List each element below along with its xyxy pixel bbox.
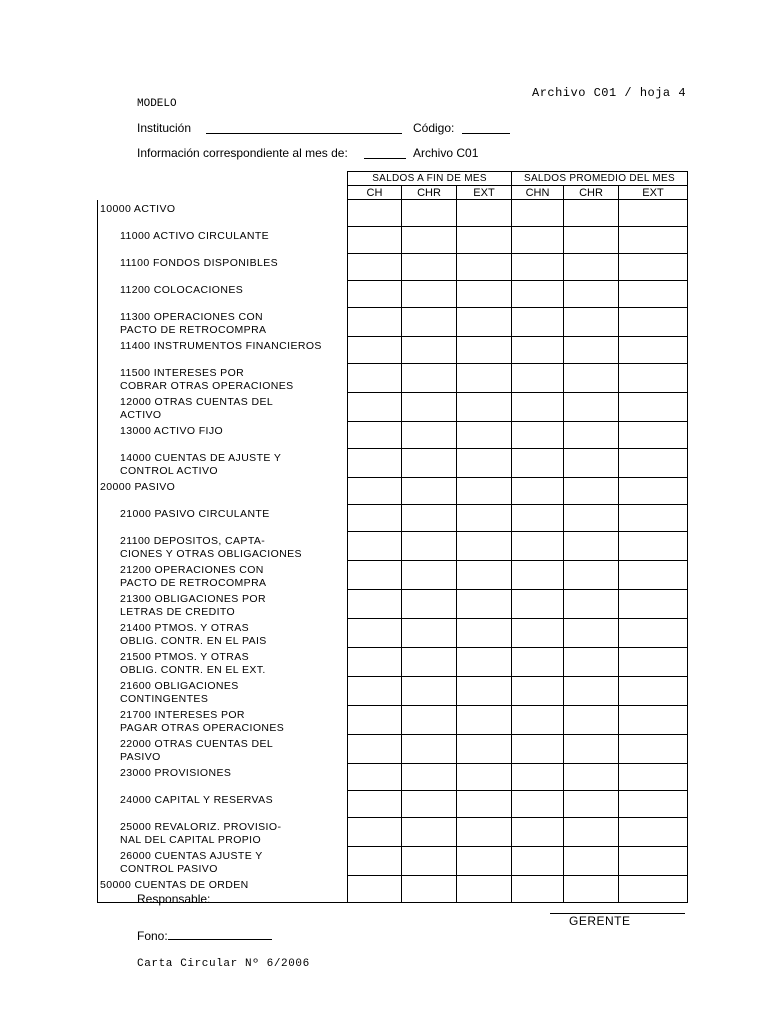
account-label: 11500 INTERESES POR COBRAR OTRAS OPERACIONES	[98, 364, 348, 393]
account-label: 25000 REVALORIZ. PROVISIO- NAL DEL CAPITAL PROPIO	[98, 818, 348, 847]
table-row	[98, 561, 688, 590]
account-label: 24000 CAPITAL Y RESERVAS	[98, 791, 348, 818]
value-cell[interactable]	[619, 227, 688, 254]
table-row	[98, 337, 688, 364]
value-cell[interactable]	[402, 791, 457, 818]
value-cell[interactable]	[512, 505, 564, 532]
account-label: 10000 ACTIVO	[98, 200, 348, 227]
value-cell[interactable]	[564, 532, 619, 561]
value-cell[interactable]	[512, 590, 564, 619]
value-cell[interactable]	[619, 478, 688, 505]
account-label: 11100 FONDOS DISPONIBLES	[98, 254, 348, 281]
value-cell[interactable]	[619, 561, 688, 590]
value-cell[interactable]	[512, 422, 564, 449]
value-cell[interactable]	[348, 532, 402, 561]
value-cell[interactable]	[348, 706, 402, 735]
col-header-ext: EXT	[457, 186, 512, 200]
value-cell[interactable]	[402, 227, 457, 254]
value-cell[interactable]	[457, 532, 512, 561]
value-cell[interactable]	[457, 818, 512, 847]
account-label: 12000 OTRAS CUENTAS DEL ACTIVO	[98, 393, 348, 422]
value-cell[interactable]	[512, 227, 564, 254]
account-label: 11000 ACTIVO CIRCULANTE	[98, 227, 348, 254]
responsible-label: Responsable:	[137, 890, 360, 906]
value-cell[interactable]	[457, 308, 512, 337]
value-cell[interactable]	[564, 735, 619, 764]
account-label: 21200 OPERACIONES CON PACTO DE RETROCOMPRA	[98, 561, 348, 590]
value-cell[interactable]	[512, 818, 564, 847]
period-label: Información correspondiente al mes de:	[137, 146, 348, 160]
value-cell[interactable]	[564, 308, 619, 337]
value-cell[interactable]	[512, 393, 564, 422]
value-cell[interactable]	[564, 505, 619, 532]
value-cell[interactable]	[457, 876, 512, 903]
value-cell[interactable]	[512, 791, 564, 818]
period-field[interactable]	[364, 146, 406, 159]
value-cell[interactable]	[512, 706, 564, 735]
table-row	[98, 706, 688, 735]
value-cell[interactable]	[512, 200, 564, 227]
value-cell[interactable]	[619, 876, 688, 903]
phone-field[interactable]	[168, 927, 272, 940]
value-cell[interactable]	[348, 590, 402, 619]
code-label: Código:	[413, 121, 455, 135]
account-label: 21000 PASIVO CIRCULANTE	[98, 505, 348, 532]
table-row	[98, 422, 688, 449]
value-cell[interactable]	[402, 818, 457, 847]
value-cell[interactable]	[564, 422, 619, 449]
value-cell[interactable]	[619, 818, 688, 847]
value-cell[interactable]	[457, 791, 512, 818]
value-cell[interactable]	[348, 227, 402, 254]
value-cell[interactable]	[402, 505, 457, 532]
value-cell[interactable]	[457, 200, 512, 227]
value-cell[interactable]	[619, 619, 688, 648]
value-cell[interactable]	[457, 337, 512, 364]
value-cell[interactable]	[619, 308, 688, 337]
value-cell[interactable]	[402, 847, 457, 876]
table-row	[98, 847, 688, 876]
manager-label: GERENTE	[569, 914, 631, 928]
value-cell[interactable]	[564, 818, 619, 847]
value-cell[interactable]	[457, 590, 512, 619]
table-row	[98, 791, 688, 818]
account-label: 23000 PROVISIONES	[98, 764, 348, 791]
value-cell[interactable]	[512, 281, 564, 308]
account-label: 21700 INTERESES POR PAGAR OTRAS OPERACIONES	[98, 706, 348, 735]
value-cell[interactable]	[564, 847, 619, 876]
value-cell[interactable]	[457, 735, 512, 764]
value-cell[interactable]	[457, 449, 512, 478]
value-cell[interactable]	[348, 449, 402, 478]
value-cell[interactable]	[348, 281, 402, 308]
value-cell[interactable]	[348, 337, 402, 364]
value-cell[interactable]	[619, 281, 688, 308]
institution-label: Institución	[137, 121, 192, 135]
model-label: MODELO	[137, 98, 177, 110]
value-cell[interactable]	[348, 393, 402, 422]
value-cell[interactable]	[348, 308, 402, 337]
value-cell[interactable]	[564, 449, 619, 478]
value-cell[interactable]	[348, 200, 402, 227]
value-cell[interactable]	[402, 532, 457, 561]
value-cell[interactable]	[619, 590, 688, 619]
value-cell[interactable]	[512, 561, 564, 590]
value-cell[interactable]	[457, 619, 512, 648]
value-cell[interactable]	[564, 648, 619, 677]
value-cell[interactable]	[348, 478, 402, 505]
value-cell[interactable]	[402, 876, 457, 903]
table-row	[98, 532, 688, 561]
table-row	[98, 648, 688, 677]
value-cell[interactable]	[348, 735, 402, 764]
value-cell[interactable]	[457, 364, 512, 393]
value-cell[interactable]	[348, 561, 402, 590]
value-cell[interactable]	[619, 200, 688, 227]
value-cell[interactable]	[619, 764, 688, 791]
value-cell[interactable]	[348, 422, 402, 449]
account-label: 11400 INSTRUMENTOS FINANCIEROS	[98, 337, 348, 364]
value-cell[interactable]	[619, 648, 688, 677]
value-cell[interactable]	[402, 648, 457, 677]
file-sheet-label: Archivo C01 / hoja 4	[532, 86, 687, 100]
account-label: 14000 CUENTAS DE AJUSTE Y CONTROL ACTIVO	[98, 449, 348, 478]
value-cell[interactable]	[457, 677, 512, 706]
value-cell[interactable]	[348, 364, 402, 393]
value-cell[interactable]	[619, 532, 688, 561]
value-cell[interactable]	[402, 764, 457, 791]
value-cell[interactable]	[457, 254, 512, 281]
value-cell[interactable]	[512, 337, 564, 364]
value-cell[interactable]	[564, 337, 619, 364]
value-cell[interactable]	[619, 422, 688, 449]
value-cell[interactable]	[619, 393, 688, 422]
col-header-chr-avg: CHR	[564, 186, 619, 200]
table-row	[98, 818, 688, 847]
table-row	[98, 308, 688, 337]
account-label: 13000 ACTIVO FIJO	[98, 422, 348, 449]
value-cell[interactable]	[564, 619, 619, 648]
phone-label: Fono:	[137, 927, 272, 943]
value-cell[interactable]	[619, 791, 688, 818]
table-row	[98, 449, 688, 478]
value-cell[interactable]	[564, 677, 619, 706]
value-cell[interactable]	[512, 876, 564, 903]
value-cell[interactable]	[457, 422, 512, 449]
value-cell[interactable]	[512, 735, 564, 764]
account-label: 22000 OTRAS CUENTAS DEL PASIVO	[98, 735, 348, 764]
value-cell[interactable]	[512, 648, 564, 677]
value-cell[interactable]	[512, 254, 564, 281]
value-cell[interactable]	[402, 619, 457, 648]
value-cell[interactable]	[348, 818, 402, 847]
col-header-ext-avg: EXT	[619, 186, 688, 200]
value-cell[interactable]	[402, 281, 457, 308]
value-cell[interactable]	[619, 449, 688, 478]
value-cell[interactable]	[457, 505, 512, 532]
value-cell[interactable]	[564, 764, 619, 791]
value-cell[interactable]	[512, 532, 564, 561]
balance-table	[97, 171, 688, 903]
value-cell[interactable]	[348, 648, 402, 677]
value-cell[interactable]	[564, 200, 619, 227]
value-cell[interactable]	[402, 735, 457, 764]
value-cell[interactable]	[564, 791, 619, 818]
table-row	[98, 735, 688, 764]
account-label: 21100 DEPOSITOS, CAPTA- CIONES Y OTRAS OBLIGACIONES	[98, 532, 348, 561]
table-row	[98, 478, 688, 505]
table-row	[98, 227, 688, 254]
account-label: 11200 COLOCACIONES	[98, 281, 348, 308]
value-cell[interactable]	[564, 364, 619, 393]
value-cell[interactable]	[564, 281, 619, 308]
value-cell[interactable]	[402, 478, 457, 505]
value-cell[interactable]	[512, 619, 564, 648]
corner-empty	[98, 186, 348, 200]
value-cell[interactable]	[564, 561, 619, 590]
table-row	[98, 677, 688, 706]
value-cell[interactable]	[348, 254, 402, 281]
value-cell[interactable]	[402, 337, 457, 364]
value-cell[interactable]	[619, 735, 688, 764]
value-cell[interactable]	[564, 706, 619, 735]
value-cell[interactable]	[348, 677, 402, 706]
value-cell[interactable]	[619, 337, 688, 364]
table-row	[98, 393, 688, 422]
value-cell[interactable]	[402, 590, 457, 619]
value-cell[interactable]	[402, 200, 457, 227]
value-cell[interactable]	[402, 308, 457, 337]
table-row	[98, 254, 688, 281]
account-label: 26000 CUENTAS AJUSTE Y CONTROL PASIVO	[98, 847, 348, 876]
value-cell[interactable]	[619, 677, 688, 706]
account-label: 20000 PASIVO	[98, 478, 348, 505]
value-cell[interactable]	[512, 677, 564, 706]
table-row	[98, 619, 688, 648]
value-cell[interactable]	[512, 847, 564, 876]
value-cell[interactable]	[512, 764, 564, 791]
value-cell[interactable]	[348, 764, 402, 791]
value-cell[interactable]	[457, 764, 512, 791]
responsible-field[interactable]	[212, 890, 360, 903]
account-label: 21300 OBLIGACIONES POR LETRAS DE CREDITO	[98, 590, 348, 619]
account-label: 21600 OBLIGACIONES CONTINGENTES	[98, 677, 348, 706]
value-cell[interactable]	[457, 478, 512, 505]
value-cell[interactable]	[402, 364, 457, 393]
corner-empty	[98, 172, 348, 186]
value-cell[interactable]	[619, 254, 688, 281]
value-cell[interactable]	[457, 393, 512, 422]
circular-reference: Carta Circular Nº 6/2006	[137, 958, 310, 970]
value-cell[interactable]	[402, 677, 457, 706]
table-row	[98, 590, 688, 619]
table-row	[98, 364, 688, 393]
value-cell[interactable]	[564, 254, 619, 281]
value-cell[interactable]	[348, 619, 402, 648]
account-label: 21400 PTMOS. Y OTRAS OBLIG. CONTR. EN EL PAIS	[98, 619, 348, 648]
value-cell[interactable]	[402, 561, 457, 590]
value-cell[interactable]	[402, 254, 457, 281]
value-cell[interactable]	[348, 505, 402, 532]
institution-field[interactable]	[206, 121, 402, 134]
value-cell[interactable]	[619, 364, 688, 393]
col-header-chr: CHR	[402, 186, 457, 200]
value-cell[interactable]	[564, 227, 619, 254]
table-row	[98, 281, 688, 308]
value-cell[interactable]	[512, 449, 564, 478]
value-cell[interactable]	[512, 308, 564, 337]
value-cell[interactable]	[457, 847, 512, 876]
group-header-monthly-average: SALDOS PROMEDIO DEL MES	[512, 172, 688, 186]
value-cell[interactable]	[402, 422, 457, 449]
value-cell[interactable]	[619, 706, 688, 735]
value-cell[interactable]	[348, 791, 402, 818]
value-cell[interactable]	[402, 393, 457, 422]
account-label: 50000 CUENTAS DE ORDEN	[98, 876, 348, 903]
value-cell[interactable]	[402, 706, 457, 735]
table-row	[98, 200, 688, 227]
table-row	[98, 764, 688, 791]
value-cell[interactable]	[512, 478, 564, 505]
value-cell[interactable]	[619, 505, 688, 532]
col-header-ch: CH	[348, 186, 402, 200]
value-cell[interactable]	[512, 364, 564, 393]
value-cell[interactable]	[457, 706, 512, 735]
value-cell[interactable]	[564, 393, 619, 422]
value-cell[interactable]	[402, 449, 457, 478]
value-cell[interactable]	[564, 590, 619, 619]
group-header-end-of-month: SALDOS A FIN DE MES	[348, 172, 512, 186]
archive-label: Archivo C01	[413, 146, 479, 160]
table-row	[98, 505, 688, 532]
value-cell[interactable]	[457, 227, 512, 254]
value-cell[interactable]	[564, 478, 619, 505]
value-cell[interactable]	[457, 648, 512, 677]
manager-signature-line[interactable]	[550, 905, 685, 914]
value-cell[interactable]	[457, 561, 512, 590]
account-label: 21500 PTMOS. Y OTRAS OBLIG. CONTR. EN EL EXT.	[98, 648, 348, 677]
col-header-chn: CHN	[512, 186, 564, 200]
value-cell[interactable]	[619, 847, 688, 876]
account-label: 11300 OPERACIONES CON PACTO DE RETROCOMPRA	[98, 308, 348, 337]
code-field[interactable]	[462, 121, 510, 134]
value-cell[interactable]	[457, 281, 512, 308]
value-cell[interactable]	[348, 847, 402, 876]
value-cell[interactable]	[564, 876, 619, 903]
